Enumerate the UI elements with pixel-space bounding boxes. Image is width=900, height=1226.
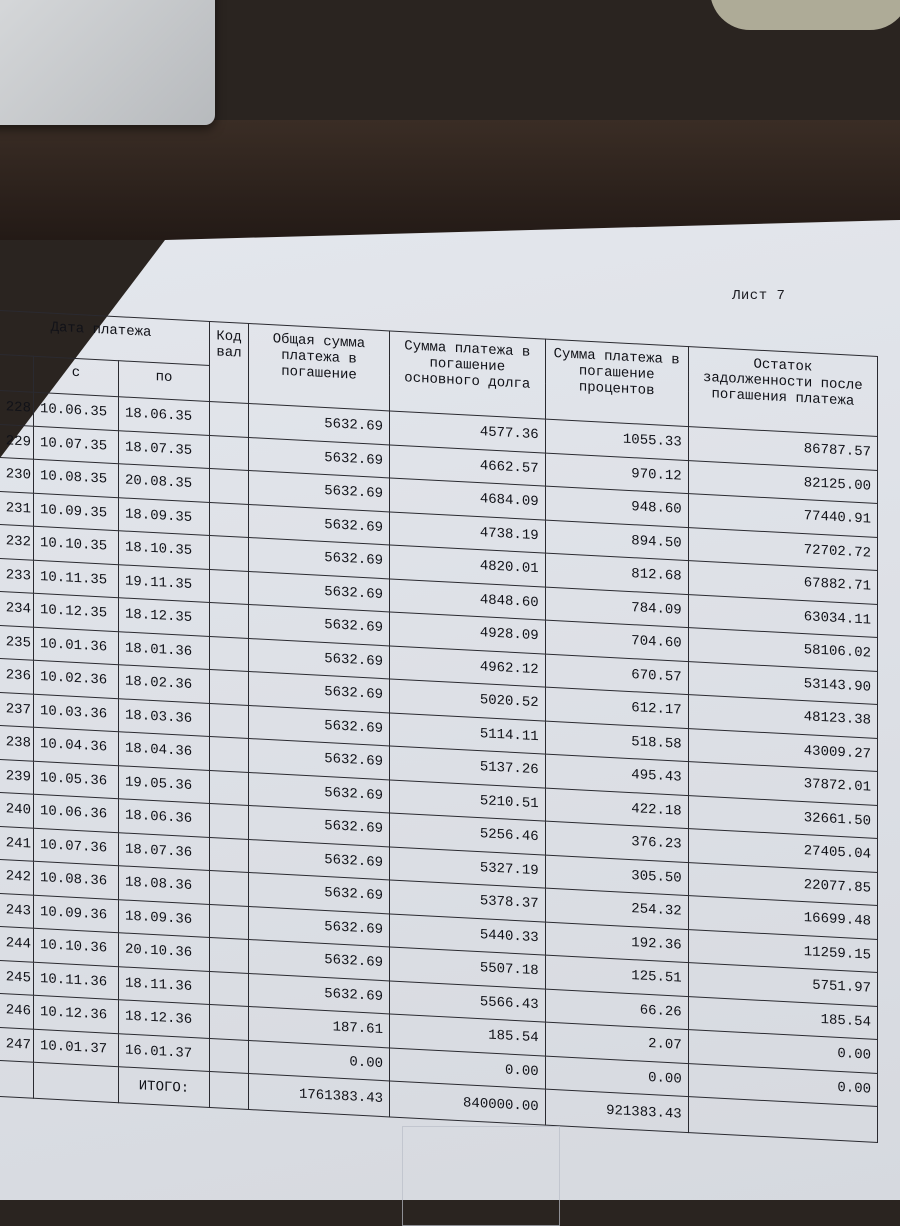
row-date-from: 10.08.36 <box>34 861 119 899</box>
row-interest: 2.07 <box>545 1022 688 1063</box>
row-currency-code <box>210 502 249 538</box>
row-balance: 48123.38 <box>688 695 877 738</box>
cup-edge <box>710 0 900 30</box>
row-principal: 5327.19 <box>390 846 546 888</box>
row-number: 244 <box>0 926 34 962</box>
row-interest: 192.36 <box>545 922 688 963</box>
row-interest: 305.50 <box>545 855 688 896</box>
row-number: 242 <box>0 859 34 895</box>
row-currency-code <box>210 636 249 672</box>
row-date-from: 10.04.36 <box>34 727 119 765</box>
row-date-from: 10.10.36 <box>34 928 119 966</box>
totals-label: ИТОГО: <box>119 1067 210 1108</box>
row-principal: 4962.12 <box>390 645 546 687</box>
row-total: 5632.69 <box>249 772 390 813</box>
row-interest: 125.51 <box>545 955 688 996</box>
totals-blank-2 <box>34 1062 119 1102</box>
row-date-from: 10.12.36 <box>34 995 119 1033</box>
row-date-from: 10.06.36 <box>34 794 119 832</box>
row-interest: 612.17 <box>545 687 688 728</box>
row-total: 0.00 <box>249 1040 390 1081</box>
row-interest: 704.60 <box>545 620 688 661</box>
row-number: 241 <box>0 826 34 862</box>
row-date-to: 20.08.35 <box>119 464 210 502</box>
row-date-from: 10.11.36 <box>34 962 119 1000</box>
row-date-to: 18.12.36 <box>119 1000 210 1038</box>
row-balance: 72702.72 <box>688 527 877 570</box>
row-number: 247 <box>0 1027 34 1063</box>
row-total: 5632.69 <box>249 471 390 512</box>
row-total: 5632.69 <box>249 940 390 981</box>
row-balance: 37872.01 <box>688 762 877 805</box>
row-principal: 4738.19 <box>390 511 546 553</box>
row-total: 5632.69 <box>249 906 390 947</box>
header-payment-date: Дата платежа <box>0 310 210 365</box>
totals-interest: 921383.43 <box>545 1089 688 1132</box>
row-principal: 5256.46 <box>390 813 546 855</box>
row-balance: 77440.91 <box>688 494 877 537</box>
row-interest: 254.32 <box>545 888 688 929</box>
row-interest: 812.68 <box>545 553 688 594</box>
bank-stamp-faint <box>402 1126 560 1226</box>
row-balance: 5751.97 <box>688 963 877 1006</box>
row-number: 232 <box>0 524 34 560</box>
row-principal: 5378.37 <box>390 880 546 922</box>
laptop-corner <box>0 0 215 125</box>
sheet-label: Лист 7 <box>732 288 786 304</box>
row-number: 239 <box>0 759 34 795</box>
row-date-from: 10.02.36 <box>34 660 119 698</box>
row-principal: 5507.18 <box>390 947 546 989</box>
row-balance: 58106.02 <box>688 628 877 671</box>
row-total: 5632.69 <box>249 973 390 1014</box>
header-currency-code: Код вал <box>210 321 249 403</box>
row-total: 5632.69 <box>249 672 390 713</box>
row-principal: 4820.01 <box>390 545 546 587</box>
row-date-to: 18.06.36 <box>119 799 210 837</box>
row-date-from: 10.12.35 <box>34 593 119 631</box>
row-number: 246 <box>0 993 34 1029</box>
row-total: 5632.69 <box>249 806 390 847</box>
row-currency-code <box>210 535 249 571</box>
row-principal: 5114.11 <box>390 712 546 754</box>
row-currency-code <box>210 904 249 940</box>
row-interest: 970.12 <box>545 453 688 494</box>
row-principal: 5137.26 <box>390 746 546 788</box>
row-total: 5632.69 <box>249 839 390 880</box>
row-principal: 5566.43 <box>390 980 546 1022</box>
totals-principal: 840000.00 <box>390 1081 546 1125</box>
row-currency-code <box>210 870 249 906</box>
row-balance: 43009.27 <box>688 728 877 771</box>
row-number: 229 <box>0 424 34 460</box>
row-number: 237 <box>0 692 34 728</box>
row-interest: 670.57 <box>545 654 688 695</box>
row-total: 5632.69 <box>249 705 390 746</box>
row-currency-code <box>210 401 249 437</box>
row-interest: 495.43 <box>545 754 688 795</box>
row-total: 5632.69 <box>249 638 390 679</box>
row-number: 231 <box>0 491 34 527</box>
row-principal: 4577.36 <box>390 411 546 453</box>
row-date-to: 18.11.36 <box>119 966 210 1004</box>
row-principal: 4848.60 <box>390 578 546 620</box>
row-number: 245 <box>0 960 34 996</box>
row-principal: 4684.09 <box>390 478 546 520</box>
row-date-from: 10.10.35 <box>34 526 119 564</box>
row-currency-code <box>210 1004 249 1040</box>
row-number: 228 <box>0 390 34 426</box>
row-total: 5632.69 <box>249 404 390 445</box>
row-currency-code <box>210 971 249 1007</box>
row-balance: 82125.00 <box>688 460 877 503</box>
row-principal: 4662.57 <box>390 444 546 486</box>
row-date-from: 10.09.35 <box>34 493 119 531</box>
row-principal: 5210.51 <box>390 779 546 821</box>
header-balance: Остаток задолженности после погашения платежа <box>688 347 877 437</box>
row-date-from: 10.07.35 <box>34 426 119 464</box>
row-total: 187.61 <box>249 1007 390 1048</box>
row-date-to: 18.09.35 <box>119 497 210 535</box>
row-interest: 422.18 <box>545 788 688 829</box>
row-currency-code <box>210 569 249 605</box>
totals-blank-1 <box>0 1060 34 1098</box>
header-total: Общая сумма платежа в погашение <box>249 324 390 411</box>
row-date-to: 19.05.36 <box>119 765 210 803</box>
row-interest: 376.23 <box>545 821 688 862</box>
header-interest: Сумма платежа в погашение процентов <box>545 339 688 426</box>
row-number: 235 <box>0 625 34 661</box>
row-number: 236 <box>0 658 34 694</box>
row-date-to: 20.10.36 <box>119 933 210 971</box>
row-date-from: 10.01.37 <box>34 1029 119 1067</box>
row-date-to: 18.02.36 <box>119 665 210 703</box>
row-total: 5632.69 <box>249 437 390 478</box>
row-balance: 16699.48 <box>688 896 877 939</box>
row-total: 5632.69 <box>249 605 390 646</box>
row-date-to: 18.08.36 <box>119 866 210 904</box>
row-interest: 518.58 <box>545 721 688 762</box>
row-total: 5632.69 <box>249 873 390 914</box>
row-date-to: 18.10.35 <box>119 531 210 569</box>
row-currency-code <box>210 803 249 839</box>
row-interest: 894.50 <box>545 520 688 561</box>
row-total: 5632.69 <box>249 571 390 612</box>
row-number: 238 <box>0 725 34 761</box>
row-interest: 0.00 <box>545 1056 688 1097</box>
row-total: 5632.69 <box>249 538 390 579</box>
table-body <box>0 390 878 1106</box>
row-date-from: 10.11.35 <box>34 560 119 598</box>
row-currency-code <box>210 736 249 772</box>
desk-background <box>0 120 900 240</box>
row-number: 230 <box>0 457 34 493</box>
row-principal: 5440.33 <box>390 913 546 955</box>
row-date-to: 18.01.36 <box>119 631 210 669</box>
row-principal: 5020.52 <box>390 679 546 721</box>
row-date-from: 10.05.36 <box>34 761 119 799</box>
row-currency-code <box>210 435 249 471</box>
row-currency-code <box>210 1038 249 1074</box>
row-date-from: 10.08.35 <box>34 459 119 497</box>
row-interest: 784.09 <box>545 587 688 628</box>
row-balance: 0.00 <box>688 1030 877 1073</box>
row-interest: 948.60 <box>545 486 688 527</box>
header-number <box>0 354 34 392</box>
row-total: 5632.69 <box>249 739 390 780</box>
row-date-to: 16.01.37 <box>119 1033 210 1071</box>
schedule-table-wrap <box>0 310 900 1157</box>
row-date-to: 18.09.36 <box>119 899 210 937</box>
row-date-to: 18.03.36 <box>119 698 210 736</box>
totals-total: 1761383.43 <box>249 1074 390 1117</box>
row-balance: 27405.04 <box>688 829 877 872</box>
row-principal: 4928.09 <box>390 612 546 654</box>
row-currency-code <box>210 703 249 739</box>
row-currency-code <box>210 468 249 504</box>
row-interest: 66.26 <box>545 989 688 1030</box>
row-currency-code <box>210 669 249 705</box>
row-principal: 0.00 <box>390 1047 546 1089</box>
row-principal: 185.54 <box>390 1014 546 1056</box>
row-balance: 67882.71 <box>688 561 877 604</box>
row-date-from: 10.09.36 <box>34 895 119 933</box>
row-balance: 22077.85 <box>688 862 877 905</box>
header-from: с <box>34 356 119 396</box>
row-balance: 32661.50 <box>688 795 877 838</box>
payment-schedule-table <box>0 310 878 1143</box>
row-date-from: 10.06.35 <box>34 392 119 430</box>
row-date-to: 18.07.36 <box>119 832 210 870</box>
totals-blank-3 <box>210 1071 249 1109</box>
row-balance: 0.00 <box>688 1063 877 1106</box>
row-number: 234 <box>0 591 34 627</box>
row-number: 243 <box>0 893 34 929</box>
row-date-to: 18.07.35 <box>119 430 210 468</box>
row-date-to: 18.04.36 <box>119 732 210 770</box>
row-date-from: 10.01.36 <box>34 627 119 665</box>
row-date-to: 18.06.35 <box>119 397 210 435</box>
row-balance: 63034.11 <box>688 594 877 637</box>
row-date-from: 10.03.36 <box>34 694 119 732</box>
row-balance: 53143.90 <box>688 661 877 704</box>
header-to: по <box>119 361 210 402</box>
row-date-to: 18.12.35 <box>119 598 210 636</box>
row-currency-code <box>210 770 249 806</box>
row-total: 5632.69 <box>249 504 390 545</box>
row-date-to: 19.11.35 <box>119 564 210 602</box>
row-balance: 185.54 <box>688 996 877 1039</box>
row-currency-code <box>210 937 249 973</box>
row-currency-code <box>210 837 249 873</box>
row-currency-code <box>210 602 249 638</box>
row-balance: 11259.15 <box>688 929 877 972</box>
row-date-from: 10.07.36 <box>34 828 119 866</box>
row-number: 233 <box>0 558 34 594</box>
row-balance: 86787.57 <box>688 427 877 470</box>
header-principal: Сумма платежа в погашение основного долга <box>390 331 546 419</box>
row-number: 240 <box>0 792 34 828</box>
row-interest: 1055.33 <box>545 419 688 460</box>
